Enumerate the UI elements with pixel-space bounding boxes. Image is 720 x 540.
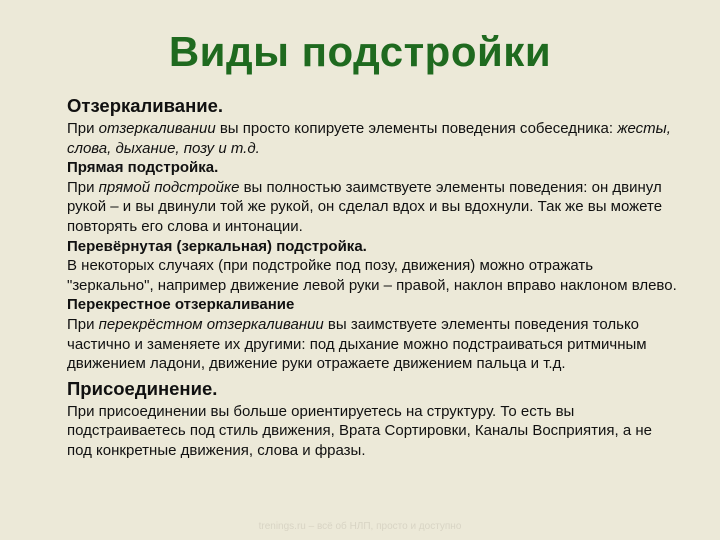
- cross-paragraph: [67, 315, 677, 374]
- heading-cross: Перекрестное отзеркаливание: [67, 296, 295, 314]
- slide-content: [67, 95, 677, 461]
- footer-watermark: trenings.ru – всё об НЛП, просто и доступно: [258, 521, 462, 532]
- heading-direct: Прямая подстройка.: [67, 159, 219, 177]
- heading-inverted: Перевёрнутая (зеркальная) подстройка.: [67, 237, 367, 255]
- text-run: вы полностью заимствуете элементы поведения: он двинул рукой – и вы двинули той же рукой, он сделал вдох и вы вдохнули. Так же вы можете повторять его слова и интонации.: [67, 178, 663, 235]
- italic-term: прямой подстройке: [98, 178, 240, 196]
- slide-title: Виды подстройки: [168, 28, 552, 75]
- italic-term: отзеркаливании: [98, 120, 216, 137]
- text-run: При: [67, 120, 99, 137]
- heading-mirroring: Отзеркаливание.: [67, 95, 224, 116]
- text-run: При: [67, 178, 99, 196]
- heading-joining: Присоединение.: [67, 377, 218, 399]
- inverted-paragraph: В некоторых случаях (при подстройке под позу, движения) можно отражать "зеркально", например движение левой руки – правой, наклон вправо наклоном влево.: [67, 257, 677, 294]
- text-run: При: [67, 315, 99, 333]
- text-run: вы заимствуете элементы поведения только частично и заменяете их другими: под дыхание можно подстраиваться ритмичным движением ладони, движение руки отражаете движением пальца и т.д.: [67, 315, 647, 373]
- direct-paragraph: [67, 178, 677, 237]
- italic-examples: жесты, слова, дыхание, позу и т.д.: [67, 120, 671, 157]
- italic-term: перекрёстном отзеркаливании: [98, 315, 324, 333]
- joining-paragraph: При присоединении вы больше ориентируетесь на структуру. То есть вы подстраиваетесь под стиль движения, Врата Сортировки, Каналы Восприятия, а не под конкретные движения, слова и фразы.: [67, 402, 652, 459]
- text-run: вы просто копируете элементы поведения собеседника:: [215, 120, 618, 137]
- mirroring-paragraph: [67, 119, 677, 158]
